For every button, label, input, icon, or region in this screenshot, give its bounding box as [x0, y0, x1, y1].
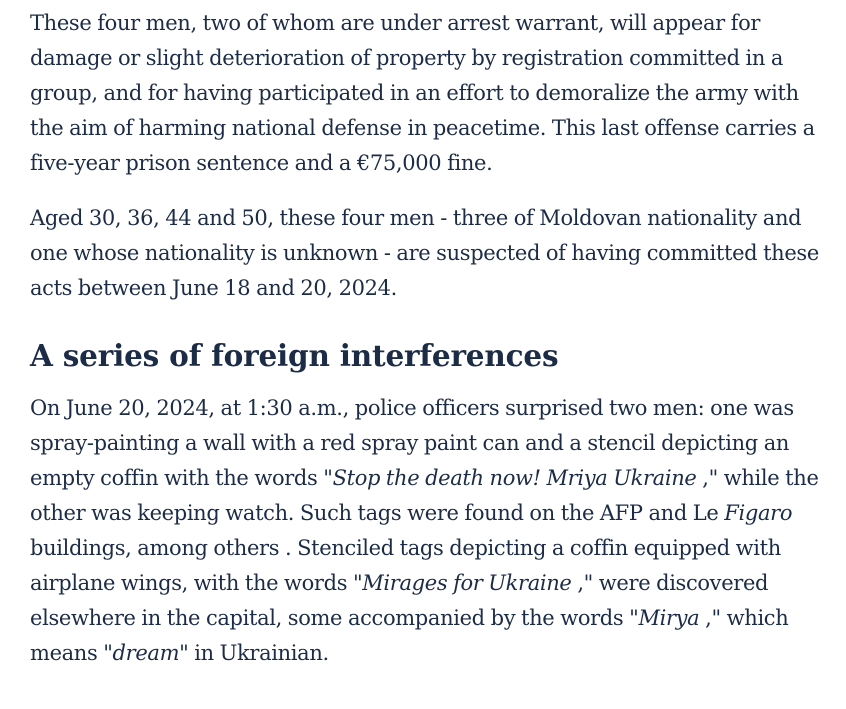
figaro-name: Figaro: [724, 501, 793, 525]
quote-stop-the-death: "Stop the death now! Mriya Ukraine: [323, 466, 697, 490]
paragraph-incident: [30, 391, 820, 671]
quote-mirya: "Mirya: [629, 606, 700, 630]
paragraph-suspects-ages: Aged 30, 36, 44 and 50, these four men - three of Moldovan nationality and one whose nationality is unknown - are suspected of having committed these acts between June 18 and 20, 2024.: [30, 206, 819, 300]
incident-text-3: buildings, among others . Stenciled tags depicting a coffin equipped with airplane wings, with the words: [30, 536, 781, 595]
incident-text-6: in Ukrainian.: [188, 641, 329, 665]
incident-text-1: On June 20, 2024, at 1:30 a.m., police officers surprised two men: one was spray-painting a wall with a red spray paint can and a stencil depicting an empty coffin with the words: [30, 396, 794, 490]
incident-text-4: ," were discovered elsewhere in the capital, some accompanied by the words: [30, 571, 769, 630]
paragraph-arrest-warrant: These four men, two of whom are under arrest warrant, will appear for damage or slight deterioration of property by registration committed in a group, and for having participated in an effort to demoralize the army with the aim of harming national defense in peacetime. This last offense carries a five-year prison sentence and a €75,000 fine.: [30, 11, 815, 175]
quote-mirages: "Mirages for Ukraine: [352, 571, 572, 595]
incident-text-2: ," while the other was keeping watch. Such tags were found on the AFP and Le: [30, 466, 819, 525]
quote-dream: "dream": [103, 641, 189, 665]
section-heading: A series of foreign interferences: [30, 338, 559, 373]
article-body: [30, 6, 820, 671]
incident-text-5: ," which means: [30, 606, 789, 665]
